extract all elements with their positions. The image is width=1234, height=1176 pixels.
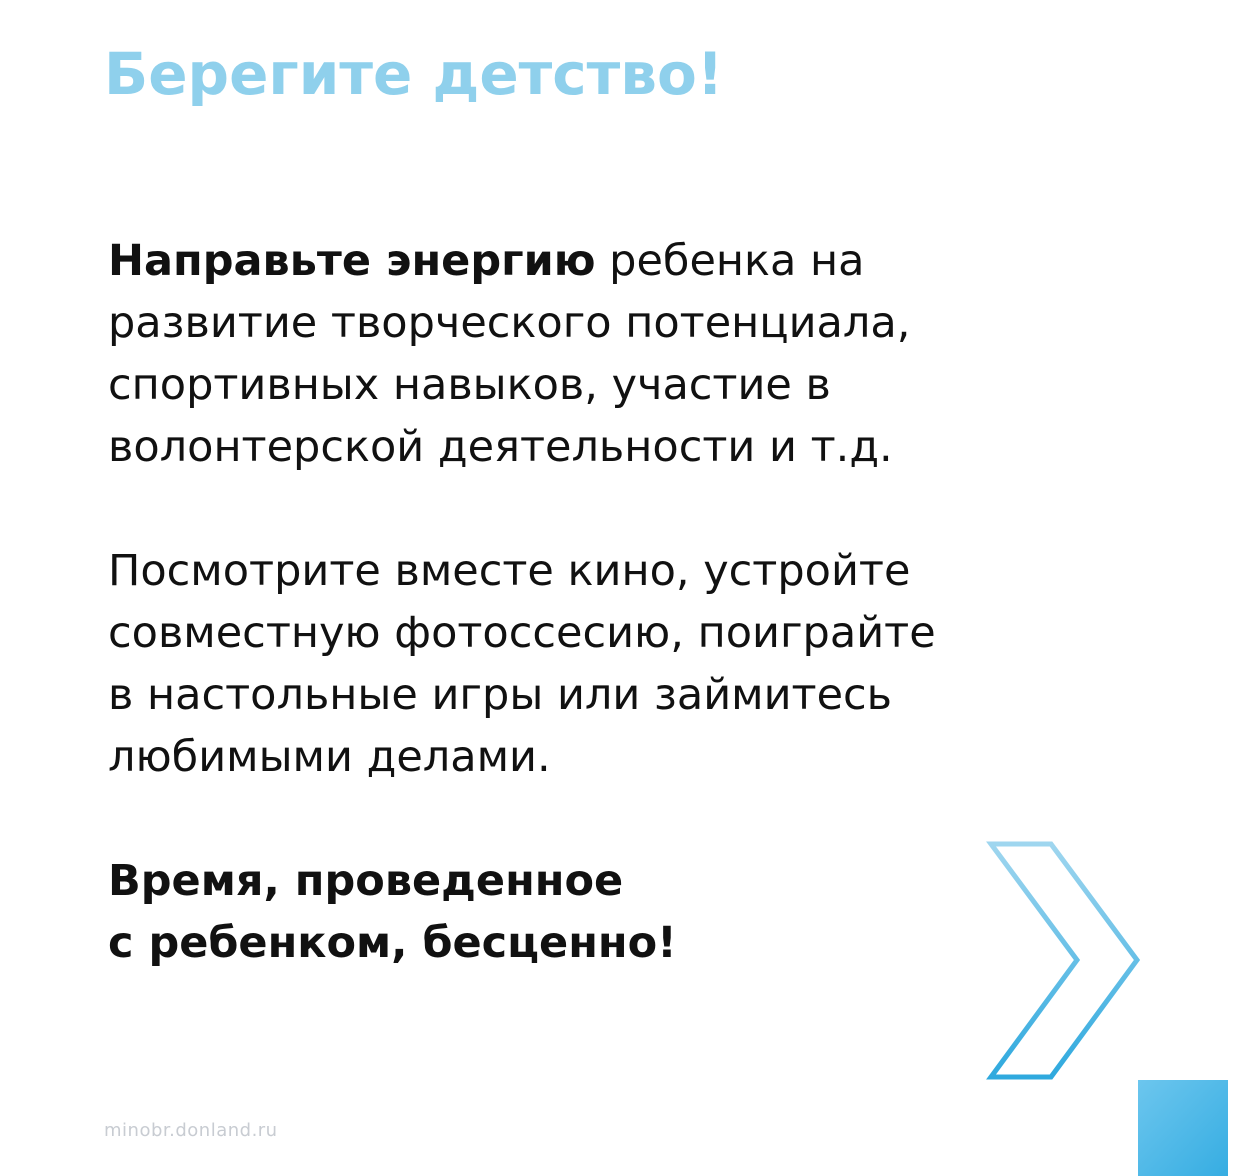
footer-website: minobr.donland.ru: [104, 1120, 278, 1141]
page-title: Берегите детство!: [104, 40, 724, 108]
paragraph-activities-line-2: совместную фотоссесию, поиграйте: [108, 608, 936, 658]
paragraph-energy-line-2: развитие творческого потенциала,: [108, 298, 911, 348]
paragraph-energy-line-1-rest: ребенка на: [595, 236, 865, 286]
closing-statement: [108, 850, 677, 974]
corner-square-icon: [1138, 1080, 1228, 1176]
paragraph-energy-lead: Направьте энергию: [108, 236, 596, 286]
paragraph-energy-line-4: волонтерской деятельности и т.д.: [108, 422, 893, 472]
paragraph-activities-line-3: в настольные игры или займитесь: [108, 670, 893, 720]
paragraph-activities-line-1: Посмотрите вместе кино, устройте: [108, 546, 911, 596]
paragraph-energy: [108, 230, 1158, 478]
paragraph-energy-line-3: спортивных навыков, участие в: [108, 360, 831, 410]
closing-line-2: с ребенком, бесценно!: [108, 918, 677, 968]
paragraph-activities-line-4: любимыми делами.: [108, 732, 551, 782]
chevron-right-outline-icon: [985, 838, 1150, 1083]
paragraph-activities: [108, 540, 1158, 788]
closing-line-1: Время, проведенное: [108, 856, 624, 906]
paragraph-energy-line-1: [108, 230, 1158, 292]
